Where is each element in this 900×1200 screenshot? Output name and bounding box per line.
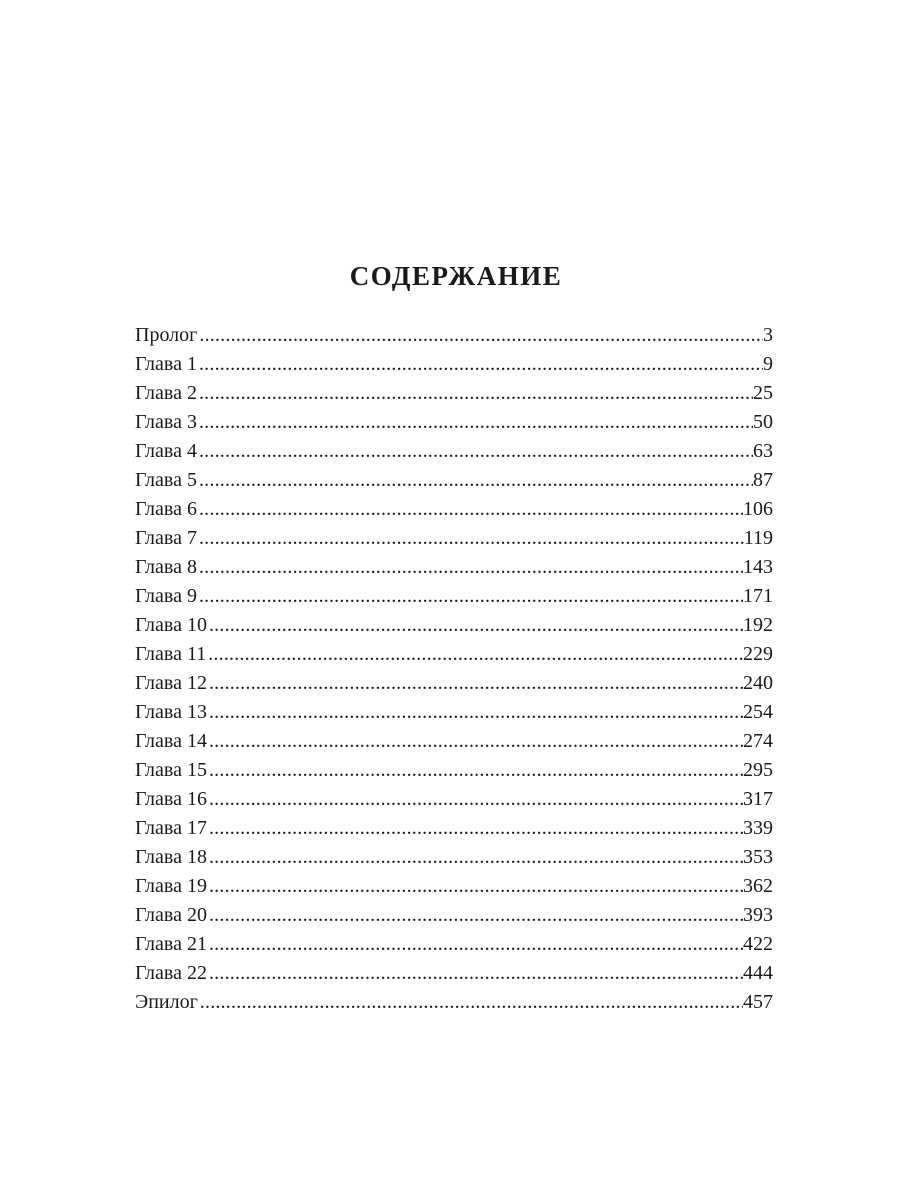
- toc-entry-page-number: 9: [763, 353, 773, 375]
- toc-entry-label: Глава 21: [135, 933, 207, 955]
- toc-entry: [135, 988, 773, 1017]
- toc-entry: [135, 785, 773, 814]
- toc-entry: [135, 582, 773, 611]
- toc-entry: [135, 959, 773, 988]
- dot-leader: [199, 524, 744, 553]
- dot-leader: [209, 959, 743, 988]
- dot-leader: [208, 640, 743, 669]
- toc-entry-label: Глава 4: [135, 440, 197, 462]
- toc-entry: [135, 350, 773, 379]
- toc-entry: [135, 321, 773, 350]
- toc-entry: [135, 553, 773, 582]
- toc-entry-page-number: 317: [743, 788, 773, 810]
- toc-title: СОДЕРЖАНИЕ: [349, 261, 563, 291]
- toc-entry-label: Глава 8: [135, 556, 197, 578]
- dot-leader: [199, 495, 743, 524]
- dot-leader: [199, 408, 753, 437]
- dot-leader: [199, 582, 743, 611]
- toc-entry-page-number: 240: [743, 672, 773, 694]
- toc-entry-page-number: 393: [743, 904, 773, 926]
- toc-entry: [135, 466, 773, 495]
- toc-entry-page-number: 444: [743, 962, 773, 984]
- toc-entry: [135, 408, 773, 437]
- toc-entry-page-number: 362: [743, 875, 773, 897]
- toc-entry: [135, 901, 773, 930]
- toc-entry-label: Глава 11: [135, 643, 207, 665]
- toc-entry-page-number: 87: [753, 469, 773, 491]
- toc-entry: [135, 495, 773, 524]
- dot-leader: [200, 988, 743, 1017]
- dot-leader: [209, 930, 743, 959]
- toc-entry-label: Глава 1: [135, 353, 197, 375]
- toc-entry-page-number: 295: [743, 759, 773, 781]
- toc-entry-page-number: 171: [743, 585, 773, 607]
- toc-entry-page-number: 422: [743, 933, 773, 955]
- toc-entry-label: Глава 19: [135, 875, 207, 897]
- toc-entry-label: Глава 18: [135, 846, 207, 868]
- dot-leader: [209, 843, 743, 872]
- toc-entry-page-number: 339: [743, 817, 773, 839]
- toc-entry-label: Глава 9: [135, 585, 197, 607]
- toc-entry-page-number: 143: [743, 556, 773, 578]
- toc-entry-label: Глава 7: [135, 527, 197, 549]
- toc-entry: [135, 930, 773, 959]
- toc-entry-label: Глава 6: [135, 498, 197, 520]
- dot-leader: [209, 756, 743, 785]
- toc-entry-page-number: 119: [743, 527, 773, 549]
- dot-leader: [209, 698, 743, 727]
- toc-entry: [135, 698, 773, 727]
- toc-entry-page-number: 106: [743, 498, 773, 520]
- toc-entry-label: Глава 10: [135, 614, 207, 636]
- toc-entry-label: Глава 22: [135, 962, 207, 984]
- toc-entry-label: Пролог: [135, 324, 198, 346]
- toc-entry-page-number: 63: [753, 440, 773, 462]
- toc-entry-page-number: 274: [743, 730, 773, 752]
- toc-entry-page-number: 353: [743, 846, 773, 868]
- toc-entry: [135, 437, 773, 466]
- toc-entry: [135, 814, 773, 843]
- toc-entry-label: Глава 5: [135, 469, 197, 491]
- toc-entry-label: Глава 2: [135, 382, 197, 404]
- toc-entry: [135, 611, 773, 640]
- toc-entry-page-number: 254: [743, 701, 773, 723]
- toc-entry-page-number: 457: [743, 991, 773, 1013]
- dot-leader: [199, 321, 763, 350]
- toc-entry: [135, 640, 773, 669]
- toc-entry: [135, 669, 773, 698]
- toc-entry-label: Глава 16: [135, 788, 207, 810]
- dot-leader: [199, 437, 753, 466]
- toc-entry: [135, 524, 773, 553]
- toc-entry-label: Эпилог: [135, 991, 198, 1013]
- dot-leader: [199, 553, 743, 582]
- toc-entry-label: Глава 20: [135, 904, 207, 926]
- dot-leader: [209, 611, 743, 640]
- toc-entry: [135, 872, 773, 901]
- toc-entry: [135, 756, 773, 785]
- dot-leader: [209, 872, 743, 901]
- toc-entry-page-number: 25: [753, 382, 773, 404]
- dot-leader: [209, 669, 743, 698]
- toc-entry-label: Глава 3: [135, 411, 197, 433]
- toc-entry-label: Глава 12: [135, 672, 207, 694]
- toc-list: [135, 321, 773, 1017]
- dot-leader: [199, 379, 753, 408]
- toc-entry-page-number: 192: [743, 614, 773, 636]
- dot-leader: [199, 466, 753, 495]
- dot-leader: [209, 727, 743, 756]
- toc-entry: [135, 727, 773, 756]
- toc-entry: [135, 379, 773, 408]
- dot-leader: [209, 814, 743, 843]
- toc-entry-label: Глава 15: [135, 759, 207, 781]
- toc-entry-label: Глава 13: [135, 701, 207, 723]
- toc-entry-label: Глава 14: [135, 730, 207, 752]
- toc-entry-label: Глава 17: [135, 817, 207, 839]
- toc-entry-page-number: 229: [743, 643, 773, 665]
- dot-leader: [199, 350, 763, 379]
- dot-leader: [209, 785, 743, 814]
- toc-entry-page-number: 50: [753, 411, 773, 433]
- toc-entry: [135, 843, 773, 872]
- dot-leader: [209, 901, 743, 930]
- toc-entry-page-number: 3: [763, 324, 773, 346]
